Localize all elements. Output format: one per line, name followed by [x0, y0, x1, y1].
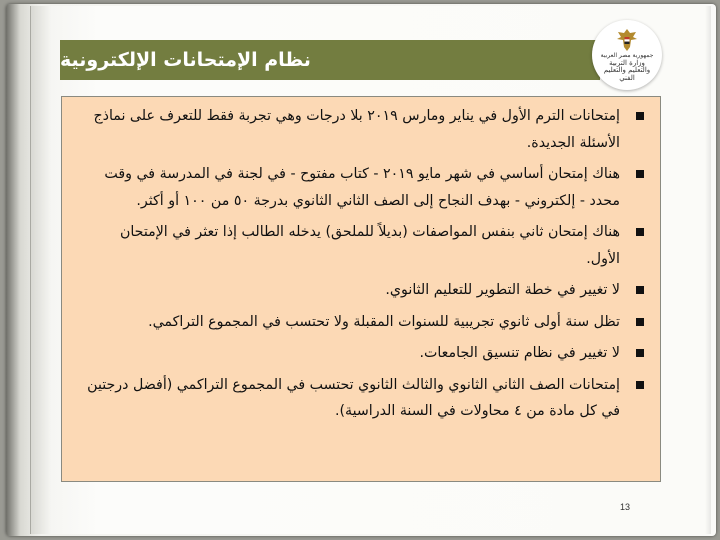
bullet-text: هناك إمتحان أساسي في شهر مايو ٢٠١٩ - كتاب مفتوح - في لجنة في المدرسة في وقت محدد - إلكتروني - بهدف النجاح إلى الصف الثاني الثانوي بدرجة ٥٠ من ١٠٠ أو أكثر.: [104, 166, 620, 209]
list-item: [84, 372, 650, 425]
bullet-text: هناك إمتحان ثاني بنفس المواصفات (بديلاً للملحق) يدخله الطالب إذا تعثر في الإمتحان الأول.: [119, 224, 620, 267]
list-item: [84, 309, 650, 336]
list-item: [84, 103, 650, 156]
square-bullet-icon: [636, 349, 644, 357]
bullet-text: لا تغيير في خطة التطوير للتعليم الثانوي.: [385, 282, 620, 298]
eagle-emblem-icon: [612, 27, 642, 53]
logo-caption-ministry: وزارة التربية والتعليم والتعليم الفني: [603, 58, 651, 83]
slide-title: نظام الإمتحانات الإلكترونية: [60, 49, 311, 71]
square-bullet-icon: [636, 228, 644, 236]
square-bullet-icon: [636, 381, 644, 389]
content-box: [61, 96, 661, 482]
square-bullet-icon: [636, 112, 644, 120]
square-bullet-icon: [636, 170, 644, 178]
list-item: [84, 340, 650, 367]
bullet-text: لا تغيير في نظام تنسيق الجامعات.: [419, 345, 620, 361]
square-bullet-icon: [636, 286, 644, 294]
page-number: 13: [620, 502, 631, 512]
ministry-logo: [592, 20, 662, 90]
bullet-list: [84, 103, 650, 425]
list-item: [84, 277, 650, 304]
square-bullet-icon: [636, 318, 644, 326]
bullet-text: إمتحانات الصف الثاني الثانوي والثالث الثانوي تحتسب في المجموع التراكمي (أفضل درجتين في كل مادة من ٤ محاولات في السنة الدراسية).: [87, 376, 620, 419]
logo-caption-top: جمهورية مصر العربية: [600, 52, 654, 60]
list-item: [84, 161, 650, 214]
bullet-text: تظل سنة أولى ثانوي تجريبية للسنوات المقبلة ولا تحتسب في المجموع التراكمي.: [148, 313, 620, 330]
bullet-text: إمتحانات الترم الأول في يناير ومارس ٢٠١٩ بلا درجات وهي تجربة فقط للتعرف على نماذج الأسئلة الجديدة.: [93, 108, 620, 151]
list-item: [84, 219, 650, 272]
slide-title-bar: [60, 40, 600, 80]
